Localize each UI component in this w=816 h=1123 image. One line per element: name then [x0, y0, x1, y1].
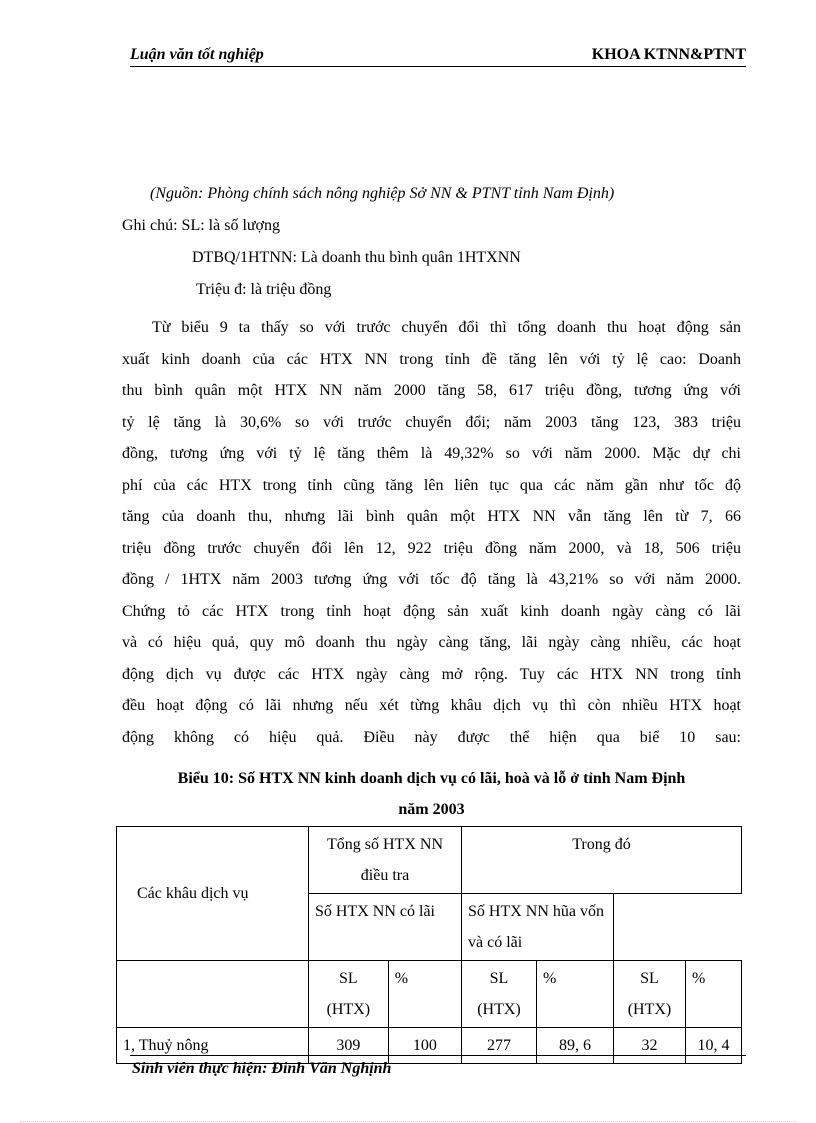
header-total: Tổng số HTX NN điều tra [309, 827, 462, 894]
sl-label: SL [489, 970, 509, 987]
htx-label: (HTX) [326, 1001, 371, 1018]
breakeven-pct: 10, 4 [686, 1028, 742, 1064]
source-note: (Nguồn: Phòng chính sách nông nghiệp Sở NN & PTNT tỉnh Nam Định) [150, 185, 615, 202]
page-bottom-divider [20, 1121, 796, 1122]
profit-sl: 277 [462, 1028, 537, 1064]
note-line-3: Triệu đ: là triệu đồng [196, 281, 332, 298]
breakeven-sl: 32 [614, 1028, 686, 1064]
sl-label: SL [640, 970, 659, 987]
sl-label: SL [339, 970, 358, 987]
paragraph-line: xuất kinh doanh của các HTX NN trong tỉnh đề tăng lên với tỷ lệ cao: Doanh [122, 350, 741, 368]
htx-label: (HTX) [627, 1001, 672, 1018]
total-sl: 309 [309, 1028, 389, 1064]
paragraph-line: động dịch vụ được các HTX ngày càng mở rộng. Tuy các HTX NN trong tỉnh [122, 665, 741, 683]
footer-rule [130, 1055, 746, 1056]
pct-header: % [388, 961, 461, 1028]
paragraph-line: triệu đồng trước chuyển đổi lên 12, 922 triệu đồng năm 2000, và 18, 506 triệu [122, 539, 741, 557]
pct-header: % [537, 961, 614, 1028]
total-pct: 100 [388, 1028, 461, 1064]
header-service: Các khâu dịch vụ [117, 827, 309, 961]
unit-cell [462, 961, 537, 1028]
services-table [116, 826, 742, 1064]
header-profit: Số HTX NN có lãi [309, 894, 462, 961]
unit-cell [614, 961, 686, 1028]
paragraph-line: đồng, tương ứng với tỷ lệ tăng thêm là 49,32% so với năm 2000. Mặc dự chi [122, 445, 741, 462]
paragraph-line: Từ biểu 9 ta thấy so với trước chuyển đổi thì tổng doanh thu hoạt động sản [152, 319, 741, 336]
header-thesis-label: Luận văn tốt nghiệp [130, 46, 264, 63]
paragraph-line: đồng / 1HTX năm 2003 tương ứng với tốc độ tăng là 43,21% so với năm 2000. [122, 571, 741, 588]
paragraph-line: động không có hiệu quả. Điều này được thể hiện qua biể 10 sau: [122, 728, 741, 746]
footer-author: Sinh viên thực hiện: Đinh Văn Nghịnh [132, 1060, 392, 1077]
htx-label: (HTX) [477, 1001, 521, 1018]
paragraph-line: tỷ lệ tăng là 30,6% so với trước chuyển đổi; năm 2003 tăng 123, 383 triệu [122, 413, 741, 431]
note-line-2: DTBQ/1HTNN: Là doanh thu bình quân 1HTXNN [192, 249, 521, 266]
table-title-line-1: Biểu 10: Số HTX NN kinh doanh dịch vụ có lãi, hoà và lỗ ở tỉnh Nam Định [177, 770, 686, 787]
page-header [130, 46, 746, 67]
table-title-line-2: năm 2003 [398, 801, 465, 818]
unit-cell [309, 961, 389, 1028]
table-row [117, 1028, 742, 1064]
row-name: 1, Thuỷ nông [117, 1028, 309, 1064]
paragraph-line: Chứng tỏ các HTX trong tỉnh hoạt động sản xuất kinh doanh ngày càng có lãi [122, 602, 741, 620]
paragraph-line: thu bình quân một HTX NN năm 2000 tăng 58, 617 triệu đồng, tương ứng với [122, 382, 741, 399]
header-breakeven: Số HTX NN hũa vốn và có lãi [462, 894, 614, 961]
note-line-1: Ghi chú: SL: là số lượng [122, 217, 281, 234]
empty-cell [117, 961, 309, 1028]
paragraph-line: và có hiệu quả, quy mô doanh thu ngày càng tăng, lãi ngày càng nhiều, các hoạt [122, 634, 741, 651]
header-among: Trong đó [462, 827, 742, 894]
paragraph-line: đều hoạt động có lãi nhưng nếu xét từng khâu dịch vụ thì còn nhiều HTX hoạt [122, 697, 741, 714]
header-faculty-label: KHOA KTNN&PTNT [591, 46, 746, 63]
paragraph-line: tăng của doanh thu, nhưng lãi bình quân một HTX NN vẫn tăng lên từ 7, 66 [122, 508, 741, 525]
profit-pct: 89, 6 [537, 1028, 614, 1064]
body-paragraph [122, 312, 741, 753]
table-title [122, 763, 741, 825]
paragraph-line: phí của các HTX trong tỉnh cũng tăng lên liên tục qua các năm gần như tốc độ [122, 476, 741, 494]
pct-header: % [686, 961, 742, 1028]
